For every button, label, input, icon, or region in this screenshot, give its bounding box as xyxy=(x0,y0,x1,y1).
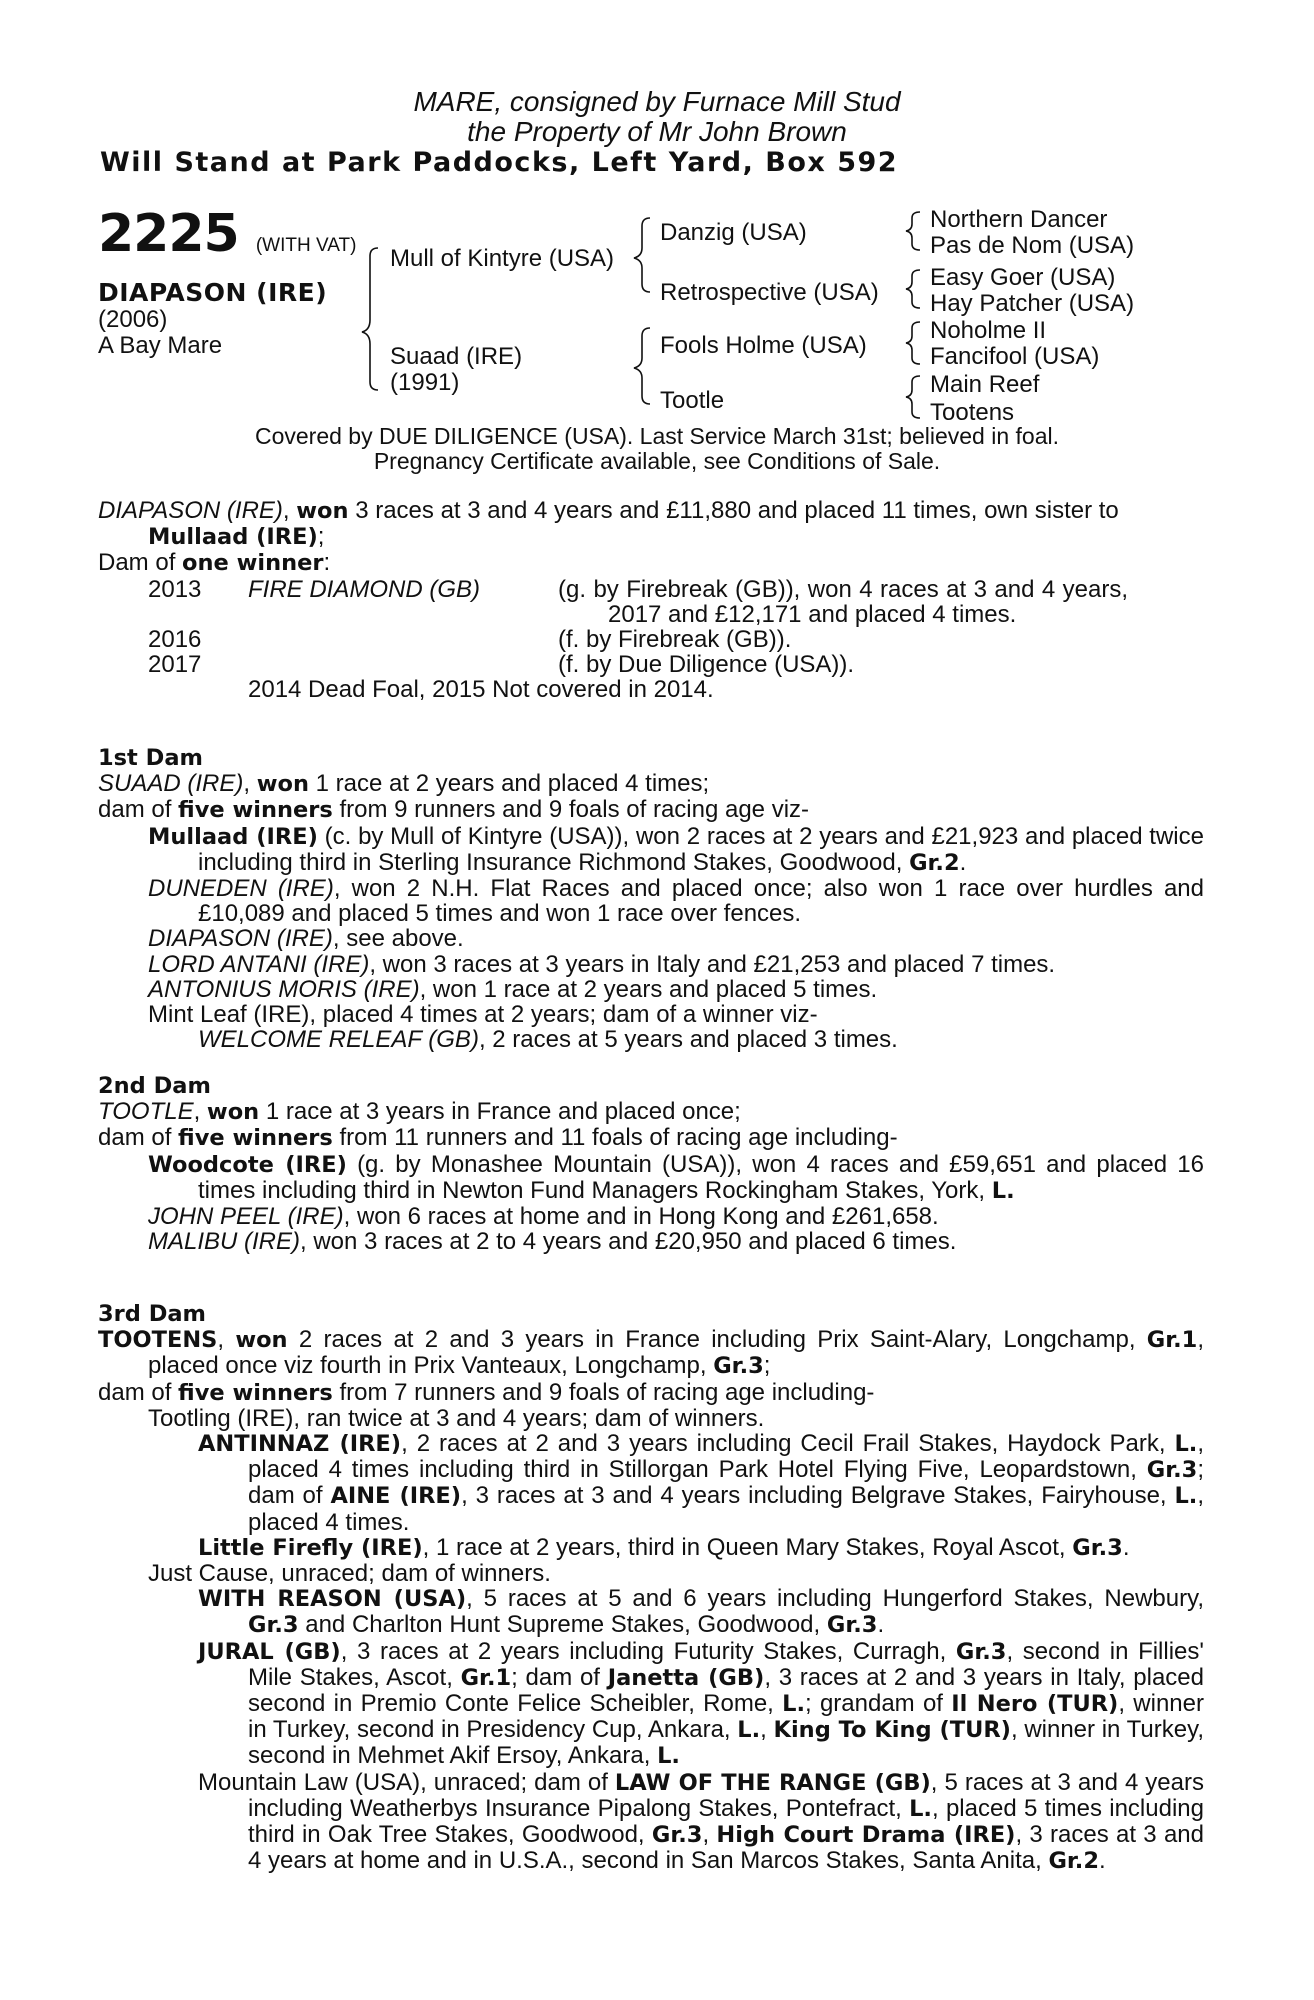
text-run: ANTINNAZ (IRE) xyxy=(198,1431,402,1458)
paragraph xyxy=(98,1431,1204,1535)
pedigree-brackets xyxy=(0,0,1314,440)
text-run: WELCOME RELEAF (GB) xyxy=(198,1026,479,1054)
text-run: won xyxy=(296,498,349,524)
text-run: Just Cause, unraced; dam of winners. xyxy=(148,1560,551,1588)
produce-note: 2014 Dead Foal, 2015 Not covered in 2014. xyxy=(248,676,714,704)
second-dam-section xyxy=(98,1074,1204,1254)
text-run: ; dam of xyxy=(248,1456,1204,1510)
text-run: five winners xyxy=(178,1125,333,1152)
text-run: (g. by Monashee Mountain (USA)), won 4 races and £59,651 and placed 16 times including third in Newton Fund Managers Rockingham Stakes, York, xyxy=(198,1150,1204,1204)
text-run: . xyxy=(959,848,967,876)
text-run: L. xyxy=(782,1691,806,1718)
horse-year: (2006) xyxy=(98,306,168,333)
text-run: ANTONIUS MORIS (IRE) xyxy=(148,975,420,1003)
text-run: from 11 runners and 11 foals of racing age including- xyxy=(332,1124,898,1152)
pedigree-sire-dam: Retrospective (USA) xyxy=(660,279,879,306)
produce-row xyxy=(98,627,1204,652)
paragraph xyxy=(98,1204,1204,1229)
text-run: won xyxy=(235,1327,288,1354)
paragraph xyxy=(98,1586,1204,1638)
text-run: SUAAD (IRE) xyxy=(98,770,244,798)
text-run: , 2 races at 2 and 3 years including Cecil Frail Stakes, Haydock Park, xyxy=(401,1430,1175,1458)
text-run: , 2 races at 5 years and placed 3 times. xyxy=(478,1026,898,1054)
paragraph: TOOTLE, won 1 race at 3 years in France and placed once; xyxy=(98,1098,741,1126)
text-run: , 3 races at 3 and 4 years at home and in U.S.A., second in San Marcos Stakes, Santa Anita, xyxy=(248,1821,1204,1875)
pedigree-sds: Easy Goer (USA) xyxy=(930,264,1116,291)
text-run: 2016 xyxy=(148,626,202,654)
text-run xyxy=(248,627,558,652)
mare-record xyxy=(98,498,1204,703)
text-run: DIAPASON (IRE) xyxy=(148,925,333,953)
text-run: MALIBU (IRE) xyxy=(148,1228,301,1256)
text-run: L. xyxy=(1174,1431,1198,1458)
text-run: L. xyxy=(1174,1483,1198,1510)
pedigree-ddd: Tootens xyxy=(930,399,1015,426)
text-run: , second in Fillies' Mile Stakes, Ascot, xyxy=(248,1637,1204,1691)
text-run: one winner xyxy=(182,550,324,577)
text-run: dam of xyxy=(98,1378,179,1406)
paragraph xyxy=(98,1152,1204,1204)
text-run: Gr.3 xyxy=(826,1612,878,1639)
text-run: , 3 races at 2 years including Futurity Stakes, Curragh, xyxy=(340,1637,956,1665)
vat-label: (WITH VAT) xyxy=(255,235,357,256)
text-run: five winners xyxy=(178,1379,333,1406)
text-run: ; xyxy=(317,523,325,551)
text-run xyxy=(248,652,558,677)
pregnancy-line: Pregnancy Certificate available, see Conditions of Sale. xyxy=(373,448,941,474)
stand-location: Will Stand at Park Paddocks, Left Yard, Box 592 xyxy=(100,147,899,178)
text-run: won xyxy=(256,771,309,798)
text-run: JURAL (GB) xyxy=(198,1638,341,1665)
text-run: Gr.3 xyxy=(1072,1534,1123,1561)
text-run: Gr.3 xyxy=(651,1822,703,1849)
paragraph xyxy=(98,797,1204,823)
paragraph xyxy=(98,550,1204,576)
text-run: , xyxy=(760,1716,774,1744)
text-run: FIRE DIAMOND (GB) xyxy=(248,575,480,603)
text-run: , won 3 races at 2 to 4 years and £20,950 and placed 6 times. xyxy=(300,1228,957,1256)
paragraph xyxy=(98,977,1204,1002)
pedigree-ssd: Pas de Nom (USA) xyxy=(930,232,1135,259)
text-run: , 5 races at 5 and 6 years including Hungerford Stakes, Newbury, xyxy=(466,1585,1205,1613)
paragraph xyxy=(98,952,1204,977)
text-run: JOHN PEEL (IRE) xyxy=(148,1203,344,1231)
text-run: ; grandam of xyxy=(805,1690,952,1718)
text-run: 3 races at 3 and 4 years and £11,880 and placed 11 times, own sister to xyxy=(348,497,1119,524)
paragraph: SUAAD (IRE), won 1 race at 2 years and placed 4 times; xyxy=(98,770,710,798)
covered-line: Covered by DUE DILIGENCE (USA). Last Service March 31st; believed in foal. xyxy=(254,423,1060,449)
text-run: and Charlton Hunt Supreme Stakes, Goodwood, xyxy=(298,1611,827,1639)
text-run: Gr.1 xyxy=(1146,1327,1198,1354)
text-run: LAW OF THE RANGE (GB) xyxy=(614,1769,931,1796)
text-run: . xyxy=(877,1611,885,1639)
text-run: Gr.3 xyxy=(1146,1457,1198,1484)
text-run: Mint Leaf (IRE), placed 4 times at 2 years; dam of a winner viz- xyxy=(148,1001,818,1029)
paragraph xyxy=(98,1561,1204,1586)
text-run: ; xyxy=(763,1352,771,1380)
text-run: , placed once viz fourth in Prix Vanteaux, Longchamp, xyxy=(148,1326,1204,1380)
property-line: the Property of Mr John Brown xyxy=(467,116,847,147)
text-run: Gr.3 xyxy=(248,1612,299,1639)
pedigree-dsd: Fancifool (USA) xyxy=(930,343,1100,370)
text-run: L. xyxy=(991,1177,1015,1204)
text-run: , won 2 N.H. Flat Races and placed once; also won 1 race over hurdles and £10,089 and placed 5 times and won 1 race over fences. xyxy=(198,875,1204,928)
text-run: Mullaad (IRE) xyxy=(148,524,318,551)
paragraph xyxy=(98,1002,1204,1027)
horse-description: A Bay Mare xyxy=(98,332,223,359)
text-run: Dam of xyxy=(98,549,183,577)
text-run: Gr.3 xyxy=(955,1638,1007,1665)
text-run: . xyxy=(1122,1533,1130,1561)
text-run: , won 6 races at home and in Hong Kong and £261,658. xyxy=(343,1203,939,1231)
pedigree-dam: Suaad (IRE) xyxy=(390,343,523,370)
text-run: , placed 4 times. xyxy=(248,1482,1205,1536)
paragraph xyxy=(98,1027,1204,1052)
produce-row xyxy=(98,652,1204,677)
text-run: , won 1 race at 2 years and placed 5 times. xyxy=(419,975,878,1003)
pedigree-sdd: Hay Patcher (USA) xyxy=(930,290,1135,317)
text-run: , 5 races at 3 and 4 years including Weatherbys Insurance Pipalong Stakes, Pontefract, xyxy=(248,1768,1204,1822)
text-run: Janetta (GB) xyxy=(607,1664,765,1691)
pedigree-sire: Mull of Kintyre (USA) xyxy=(390,245,615,272)
pedigree-dam-year: (1991) xyxy=(390,369,460,396)
text-run: LORD ANTANI (IRE) xyxy=(148,950,370,978)
paragraph xyxy=(98,1125,1204,1151)
text-run: DUNEDEN (IRE) xyxy=(148,875,334,903)
second-dam-heading: 2nd Dam xyxy=(98,1073,211,1099)
text-run: dam of xyxy=(98,796,179,824)
text-run: 1 race at 2 years and placed 4 times; xyxy=(308,770,710,798)
text-run: Mountain Law (USA), unraced; dam of xyxy=(198,1768,615,1796)
text-run: Woodcote (IRE) xyxy=(148,1151,347,1178)
text-run: AINE (IRE) xyxy=(330,1483,462,1510)
text-run: Mullaad (IRE) xyxy=(148,823,318,850)
paragraph xyxy=(98,824,1204,876)
text-run: High Court Drama (IRE) xyxy=(716,1822,1016,1849)
text-run: from 7 runners and 9 foals of racing age including- xyxy=(332,1378,875,1406)
text-run: 2013 xyxy=(148,575,202,603)
third-dam-heading: 3rd Dam xyxy=(98,1301,206,1327)
text-run: five winners xyxy=(178,797,333,824)
text-run: L. xyxy=(909,1795,932,1822)
pedigree-dam-dam: Tootle xyxy=(660,387,725,414)
produce-row xyxy=(98,577,1204,627)
first-dam-heading: 1st Dam xyxy=(98,745,203,771)
text-run: (c. by Mull of Kintyre (USA)), won 2 races at 2 years and £21,923 and placed twice including third in Sterling Insurance Richmond Stakes, Goodwood, xyxy=(198,822,1204,876)
paragraph xyxy=(98,1229,1204,1254)
text-run: WITH REASON (USA) xyxy=(198,1586,467,1613)
text-run: TOOTLE xyxy=(98,1098,194,1126)
text-run: , placed 4 times including third in Stillorgan Park Hotel Flying Five, Leopardstown, xyxy=(248,1430,1204,1484)
text-run: , winner in Turkey, second in Presidency Cup, Ankara, xyxy=(248,1690,1204,1744)
text-run: (f. by Due Diligence (USA)). xyxy=(558,651,855,679)
text-run: King To King (TUR) xyxy=(773,1717,1011,1744)
text-run: L. xyxy=(657,1743,680,1770)
text-run: TOOTENS xyxy=(98,1327,218,1354)
text-run: (g. by Firebreak (GB)), won 4 races at 3 and 4 years, 2017 and £12,171 and placed 4 times. xyxy=(558,575,1128,628)
pedigree-sire-sire: Danzig (USA) xyxy=(660,219,807,246)
text-run: , see above. xyxy=(332,925,464,953)
text-run: , won 3 races at 3 years in Italy and £21,253 and placed 7 times. xyxy=(369,950,1056,978)
paragraph xyxy=(98,1639,1204,1770)
text-run: Little Firefly (IRE) xyxy=(198,1534,423,1561)
third-dam-section xyxy=(98,1302,1204,1874)
text-run: Il Nero (TUR) xyxy=(951,1691,1119,1718)
text-run: ; dam of xyxy=(511,1663,608,1691)
text-run: L. xyxy=(737,1717,761,1744)
paragraph xyxy=(98,1535,1204,1561)
text-run: , placed 5 times including third in Oak Tree Stakes, Goodwood, xyxy=(248,1794,1204,1849)
text-run: , 1 race at 2 years, third in Queen Mary Stakes, Royal Ascot, xyxy=(422,1533,1073,1561)
paragraph xyxy=(98,876,1204,926)
lot-number: 2225 (WITH VAT) xyxy=(98,204,357,264)
text-run: Gr.2 xyxy=(1048,1848,1099,1875)
pedigree-dss: Noholme II xyxy=(930,317,1047,344)
paragraph xyxy=(98,926,1204,951)
horse-name: DIAPASON (IRE) xyxy=(98,278,328,307)
text-run: , 3 races at 3 and 4 years including Belgrave Stakes, Fairyhouse, xyxy=(461,1482,1175,1510)
paragraph: TOOTENS, won 2 races at 2 and 3 years in France including Prix Saint-Alary, Longchamp, Gr.1, placed once viz fourth in Prix Vanteaux, Longchamp, Gr.3; xyxy=(98,1326,1204,1380)
text-run: , xyxy=(702,1821,717,1849)
first-dam-section xyxy=(98,746,1204,1052)
text-run: , 3 races at 2 and 3 years in Italy, placed second in Premio Conte Felice Scheibler, Rome, xyxy=(248,1663,1205,1718)
text-run: Gr.2 xyxy=(909,849,960,876)
text-run: Tootling (IRE), ran twice at 3 and 4 years; dam of winners. xyxy=(148,1404,765,1432)
text-run: won xyxy=(206,1099,260,1126)
text-run: Gr.1 xyxy=(460,1664,512,1691)
text-run: . xyxy=(1099,1847,1106,1875)
pedigree-sss: Northern Dancer xyxy=(930,206,1108,233)
text-run: Gr.3 xyxy=(713,1353,764,1380)
text-run: 1 race at 3 years in France and placed once; xyxy=(259,1098,741,1126)
pedigree-dds: Main Reef xyxy=(930,371,1040,398)
text-run: (f. by Firebreak (GB)). xyxy=(558,626,792,654)
pedigree-dam-sire: Fools Holme (USA) xyxy=(660,332,867,359)
text-run: DIAPASON (IRE) xyxy=(98,497,283,524)
paragraph xyxy=(98,1380,1204,1406)
paragraph xyxy=(98,1406,1204,1431)
text-run: 2 races at 2 and 3 years in France including Prix Saint-Alary, Longchamp, xyxy=(287,1326,1147,1354)
text-run: 2017 xyxy=(148,651,202,679)
text-run: dam of xyxy=(98,1124,179,1152)
paragraph: DIAPASON (IRE), won 3 races at 3 and 4 years and £11,880 and placed 11 times, own sister to Mullaad (IRE); xyxy=(98,497,1119,551)
consignor-line: MARE, consigned by Furnace Mill Stud xyxy=(413,86,901,117)
text-run: : xyxy=(323,549,331,577)
text-run: from 9 runners and 9 foals of racing age viz- xyxy=(332,796,810,824)
paragraph xyxy=(98,1770,1204,1875)
text-run: , winner in Turkey, second in Mehmet Akif Ersoy, Ankara, xyxy=(248,1716,1204,1770)
